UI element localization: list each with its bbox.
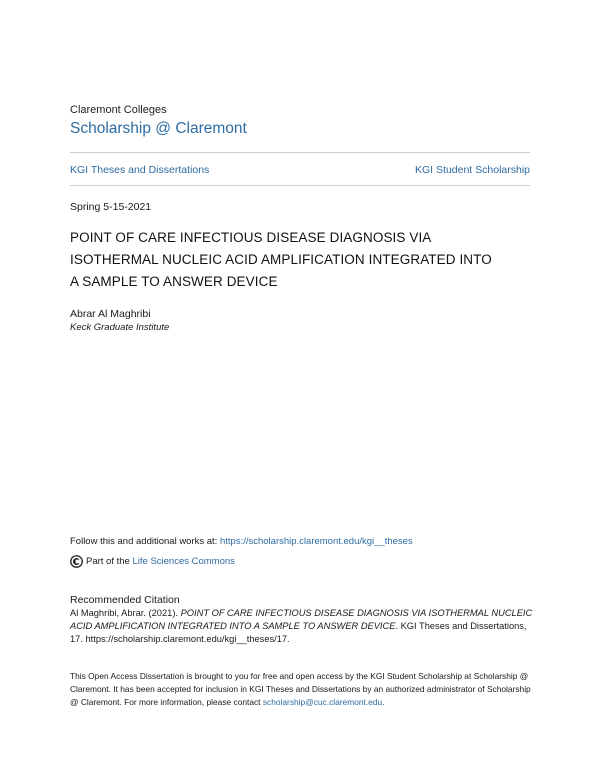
publication-date: Spring 5-15-2021 xyxy=(70,201,152,213)
recommended-citation xyxy=(70,607,535,646)
divider-top xyxy=(70,152,530,153)
part-of-prefix: Part of the xyxy=(86,556,130,567)
follow-line xyxy=(70,536,413,547)
recommended-citation-heading: Recommended Citation xyxy=(70,594,180,606)
series-link-student-scholarship[interactable]: KGI Student Scholarship xyxy=(415,164,530,176)
author-affiliation: Keck Graduate Institute xyxy=(70,322,170,333)
follow-prefix: Follow this and additional works at: xyxy=(70,536,220,547)
title-line-2: ISOTHERMAL NUCLEIC ACID AMPLIFICATION INTEGRATED INTO xyxy=(70,252,492,267)
series-link-theses[interactable]: KGI Theses and Dissertations xyxy=(70,164,210,176)
divider-bottom xyxy=(70,185,530,186)
open-access-statement xyxy=(70,670,535,709)
author-name: Abrar Al Maghribi xyxy=(70,308,151,320)
part-of-line xyxy=(70,555,235,568)
footer-text: This Open Access Dissertation is brought to you for free and open access by the KGI Student Scholarship at Scholarship @ Claremont. It has been accepted for inclusion in KGI Theses and Dissertations by an authorized administrator of Scholarship @ Claremont. For more information, please contact xyxy=(70,671,531,707)
life-sciences-commons-link[interactable]: Life Sciences Commons xyxy=(132,556,235,567)
citation-tail: . KGI Theses and Dissertations, 17. https://scholarship.claremont.edu/kgi__theses/17. xyxy=(70,621,527,644)
contact-email-link[interactable]: scholarship@cuc.claremont.edu xyxy=(262,697,383,707)
institution-name: Claremont Colleges xyxy=(70,104,167,116)
title-line-1: POINT OF CARE INFECTIOUS DISEASE DIAGNOSIS VIA xyxy=(70,230,432,245)
creative-commons-icon xyxy=(70,555,83,568)
citation-lead: Al Maghribi, Abrar. (2021). xyxy=(70,608,181,618)
title-line-3: A SAMPLE TO ANSWER DEVICE xyxy=(70,274,278,289)
follow-url-link[interactable]: https://scholarship.claremont.edu/kgi__theses xyxy=(219,536,413,547)
footer-end: . xyxy=(382,697,385,707)
repository-link[interactable]: Scholarship @ Claremont xyxy=(70,120,247,137)
document-title xyxy=(70,227,540,293)
citation-title: POINT OF CARE INFECTIOUS DISEASE DIAGNOSIS VIA ISOTHERMAL NUCLEIC ACID AMPLIFICATION INTEGRATED INTO A SAMPLE TO ANSWER DEVICE xyxy=(70,608,533,631)
